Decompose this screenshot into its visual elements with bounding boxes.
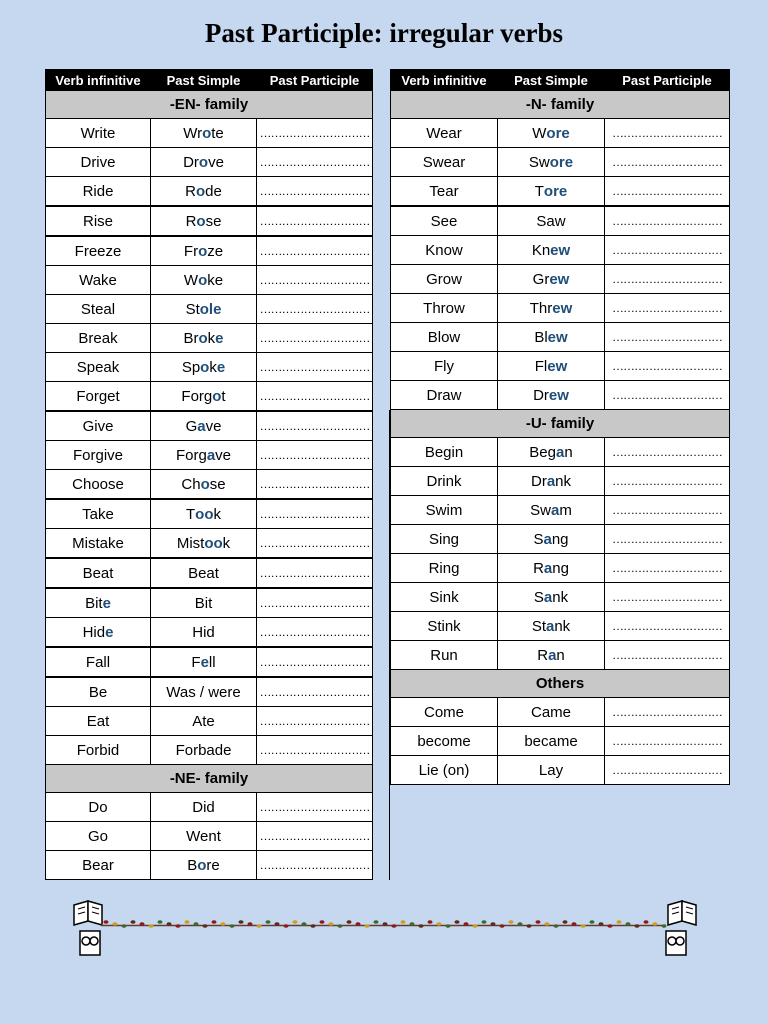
column-divider-line <box>389 410 390 880</box>
verb-row <box>391 698 730 727</box>
past-participle-blank: ………………………… <box>257 588 373 618</box>
garland-leaf <box>563 920 568 924</box>
garland-leaf <box>374 920 379 924</box>
past-simple: Stank <box>498 612 605 641</box>
past-simple: Fell <box>151 647 257 677</box>
past-simple: Woke <box>151 266 257 295</box>
garland-leaf <box>644 920 649 924</box>
garland-leaf <box>140 922 145 926</box>
header-past-simple: Past Simple <box>498 70 605 91</box>
verb-infinitive: Choose <box>46 470 151 500</box>
past-simple: Lay <box>498 756 605 785</box>
verb-infinitive: Swim <box>391 496 498 525</box>
garland-leaf <box>653 922 658 926</box>
garland-leaf <box>509 920 514 924</box>
verb-row <box>46 353 373 382</box>
garland-leaf <box>158 920 163 924</box>
garland-leaf <box>590 920 595 924</box>
book-icon <box>74 901 102 925</box>
past-participle-blank: ………………………… <box>257 266 373 295</box>
verb-infinitive: Drive <box>46 148 151 177</box>
verb-row <box>46 470 373 500</box>
garland-leaf <box>464 922 469 926</box>
garland-leaf <box>194 922 199 926</box>
garland-leaf <box>185 920 190 924</box>
past-simple: Wore <box>498 119 605 148</box>
garland-leaf <box>599 922 604 926</box>
past-simple: Began <box>498 438 605 467</box>
past-participle-blank: ………………………… <box>605 727 730 756</box>
past-simple: Mistook <box>151 529 257 559</box>
verb-infinitive: Ride <box>46 177 151 207</box>
family-row <box>46 91 373 119</box>
past-participle-blank: ………………………… <box>605 496 730 525</box>
past-simple: Chose <box>151 470 257 500</box>
past-participle-blank: ………………………… <box>257 119 373 148</box>
table-header <box>46 70 373 91</box>
past-participle-blank: ………………………… <box>257 793 373 822</box>
garland-leaf <box>131 920 136 924</box>
past-simple: Spoke <box>151 353 257 382</box>
garland-leaf <box>437 922 442 926</box>
past-simple: Beat <box>151 558 257 588</box>
decorative-footer <box>70 895 700 965</box>
garland-leaf <box>392 924 397 928</box>
past-simple: Bit <box>151 588 257 618</box>
past-participle-blank: ………………………… <box>605 641 730 670</box>
garland-leaf <box>293 920 298 924</box>
garland-leaf <box>500 924 505 928</box>
garland-leaf <box>176 924 181 928</box>
garland-leaf <box>167 922 172 926</box>
garland-leaf <box>257 924 262 928</box>
garland-leaf <box>554 924 559 928</box>
garland-leaf <box>401 920 406 924</box>
family-label: -EN- family <box>46 91 373 119</box>
past-participle-blank: ………………………… <box>257 206 373 236</box>
verb-row <box>46 588 373 618</box>
verb-row <box>46 647 373 677</box>
garland-leaf <box>482 920 487 924</box>
family-row <box>391 670 730 698</box>
verb-row <box>391 467 730 496</box>
verb-infinitive: Grow <box>391 265 498 294</box>
past-participle-blank: ………………………… <box>605 177 730 207</box>
verb-row <box>391 352 730 381</box>
past-participle-blank: ………………………… <box>605 467 730 496</box>
verb-row <box>46 324 373 353</box>
verb-row <box>391 438 730 467</box>
header-past-participle: Past Participle <box>257 70 373 91</box>
garland-leaf <box>275 922 280 926</box>
garland-leaf <box>338 924 343 928</box>
family-label: -N- family <box>391 91 730 119</box>
past-simple: Broke <box>151 324 257 353</box>
garland-leaf <box>347 920 352 924</box>
garland-leaf <box>608 924 613 928</box>
past-participle-blank: ………………………… <box>605 294 730 323</box>
past-participle-blank: ………………………… <box>605 756 730 785</box>
past-simple: became <box>498 727 605 756</box>
past-simple: Forbade <box>151 736 257 765</box>
verb-infinitive: Ring <box>391 554 498 583</box>
verb-infinitive: See <box>391 206 498 236</box>
verb-infinitive: Steal <box>46 295 151 324</box>
verb-table-left <box>45 69 373 880</box>
header-verb-infinitive: Verb infinitive <box>391 70 498 91</box>
past-participle-blank: ………………………… <box>257 499 373 529</box>
floral-garland <box>102 920 667 928</box>
past-participle-blank: ………………………… <box>605 119 730 148</box>
past-participle-blank: ………………………… <box>257 529 373 559</box>
past-participle-blank: ………………………… <box>257 236 373 266</box>
past-simple: Drove <box>151 148 257 177</box>
verb-row <box>46 558 373 588</box>
table-header <box>391 70 730 91</box>
past-simple: Sang <box>498 525 605 554</box>
verb-row <box>46 295 373 324</box>
verb-infinitive: Fly <box>391 352 498 381</box>
past-participle-blank: ………………………… <box>257 707 373 736</box>
verb-infinitive: Draw <box>391 381 498 410</box>
past-participle-blank: ………………………… <box>257 822 373 851</box>
verb-infinitive: Give <box>46 411 151 441</box>
garland-leaf <box>572 922 577 926</box>
family-row <box>391 410 730 438</box>
verb-infinitive: Fall <box>46 647 151 677</box>
header-verb-infinitive: Verb infinitive <box>46 70 151 91</box>
past-simple: Came <box>498 698 605 727</box>
past-participle-blank: ………………………… <box>257 382 373 412</box>
garland-leaf <box>491 922 496 926</box>
verb-row <box>391 236 730 265</box>
verb-infinitive: Break <box>46 324 151 353</box>
garland-leaf <box>203 924 208 928</box>
past-simple: Took <box>151 499 257 529</box>
verb-infinitive: Rise <box>46 206 151 236</box>
garland-leaf <box>320 920 325 924</box>
verb-row <box>46 851 373 880</box>
garland-leaf <box>212 920 217 924</box>
past-participle-blank: ………………………… <box>257 353 373 382</box>
verb-infinitive: Bear <box>46 851 151 880</box>
verb-row <box>46 177 373 207</box>
garland-leaf <box>428 920 433 924</box>
verb-infinitive: Write <box>46 119 151 148</box>
past-participle-blank: ………………………… <box>257 411 373 441</box>
verb-row <box>391 612 730 641</box>
verb-infinitive: Be <box>46 677 151 707</box>
garland-leaf <box>455 920 460 924</box>
verb-infinitive: Stink <box>391 612 498 641</box>
verb-row <box>46 529 373 559</box>
past-simple: Saw <box>498 206 605 236</box>
verb-infinitive: Sing <box>391 525 498 554</box>
header-past-participle: Past Participle <box>605 70 730 91</box>
past-simple: Rang <box>498 554 605 583</box>
past-simple: Knew <box>498 236 605 265</box>
verb-infinitive: Swear <box>391 148 498 177</box>
garland-leaf <box>662 924 667 928</box>
verb-row <box>391 381 730 410</box>
verb-row <box>46 441 373 470</box>
verb-infinitive: Beat <box>46 558 151 588</box>
past-participle-blank: ………………………… <box>605 323 730 352</box>
family-label: -U- family <box>391 410 730 438</box>
past-participle-blank: ………………………… <box>605 381 730 410</box>
family-row <box>46 765 373 793</box>
verb-infinitive: Bite <box>46 588 151 618</box>
garland-leaf <box>122 924 127 928</box>
verb-row <box>46 707 373 736</box>
verb-infinitive: Go <box>46 822 151 851</box>
garland-leaf <box>329 922 334 926</box>
garland-leaf <box>383 922 388 926</box>
verb-row <box>46 499 373 529</box>
past-participle-blank: ………………………… <box>257 470 373 500</box>
past-participle-blank: ………………………… <box>605 206 730 236</box>
past-simple: Sank <box>498 583 605 612</box>
verb-infinitive: Forgive <box>46 441 151 470</box>
garland-leaf <box>473 924 478 928</box>
verb-infinitive: Freeze <box>46 236 151 266</box>
garland-leaf <box>302 922 307 926</box>
garland-leaf <box>230 924 235 928</box>
family-label: -NE- family <box>46 765 373 793</box>
past-participle-blank: ………………………… <box>257 177 373 207</box>
verb-infinitive: Come <box>391 698 498 727</box>
verb-row <box>391 177 730 207</box>
verb-row <box>46 119 373 148</box>
verb-infinitive: become <box>391 727 498 756</box>
verb-infinitive: Forget <box>46 382 151 412</box>
past-simple: Drew <box>498 381 605 410</box>
garland-leaf <box>365 924 370 928</box>
garland-leaf <box>446 924 451 928</box>
garland-leaf <box>266 920 271 924</box>
past-participle-blank: ………………………… <box>605 698 730 727</box>
verb-row <box>46 236 373 266</box>
verb-infinitive: Do <box>46 793 151 822</box>
past-simple: Wrote <box>151 119 257 148</box>
verb-infinitive: Know <box>391 236 498 265</box>
past-simple: Hid <box>151 618 257 648</box>
garland-leaf <box>239 920 244 924</box>
verb-row <box>391 148 730 177</box>
garland-leaf <box>284 924 289 928</box>
verb-infinitive: Hide <box>46 618 151 648</box>
past-participle-blank: ………………………… <box>605 438 730 467</box>
verb-infinitive: Speak <box>46 353 151 382</box>
past-simple: Gave <box>151 411 257 441</box>
verb-infinitive: Mistake <box>46 529 151 559</box>
garland-leaf <box>635 924 640 928</box>
past-participle-blank: ………………………… <box>257 295 373 324</box>
verb-row <box>391 554 730 583</box>
verb-row <box>46 793 373 822</box>
header-past-simple: Past Simple <box>151 70 257 91</box>
verb-infinitive: Blow <box>391 323 498 352</box>
past-simple: Went <box>151 822 257 851</box>
past-simple: Ate <box>151 707 257 736</box>
verb-table-right <box>390 69 730 785</box>
past-simple: Flew <box>498 352 605 381</box>
verb-infinitive: Tear <box>391 177 498 207</box>
verb-row <box>391 756 730 785</box>
garland-leaf <box>410 922 415 926</box>
verb-row <box>46 266 373 295</box>
verb-row <box>46 736 373 765</box>
garland-leaf <box>581 924 586 928</box>
verb-infinitive: Sink <box>391 583 498 612</box>
past-participle-blank: ………………………… <box>257 647 373 677</box>
past-simple: Rode <box>151 177 257 207</box>
garland-leaf <box>149 924 154 928</box>
verb-row <box>391 323 730 352</box>
garland-leaf <box>626 922 631 926</box>
verb-row <box>391 583 730 612</box>
past-participle-blank: ………………………… <box>605 236 730 265</box>
garland-leaf <box>311 924 316 928</box>
past-participle-blank: ………………………… <box>257 148 373 177</box>
garland-leaf <box>248 922 253 926</box>
past-simple: Froze <box>151 236 257 266</box>
past-participle-blank: ………………………… <box>257 558 373 588</box>
book-icon <box>668 901 696 925</box>
verb-infinitive: Begin <box>391 438 498 467</box>
verb-row <box>391 206 730 236</box>
garland-leaf <box>221 922 226 926</box>
past-participle-blank: ………………………… <box>257 736 373 765</box>
verb-row <box>46 618 373 648</box>
verb-infinitive: Wear <box>391 119 498 148</box>
past-simple: Forgot <box>151 382 257 412</box>
verb-row <box>46 411 373 441</box>
past-participle-blank: ………………………… <box>605 612 730 641</box>
past-simple: Drank <box>498 467 605 496</box>
verb-infinitive: Forbid <box>46 736 151 765</box>
past-participle-blank: ………………………… <box>605 148 730 177</box>
past-simple: Did <box>151 793 257 822</box>
past-simple: Was / were <box>151 677 257 707</box>
past-simple: Threw <box>498 294 605 323</box>
garland-leaf <box>536 920 541 924</box>
garland-leaf <box>419 924 424 928</box>
past-participle-blank: ………………………… <box>257 324 373 353</box>
past-simple: Swam <box>498 496 605 525</box>
verb-row <box>391 294 730 323</box>
garland-leaf <box>104 920 109 924</box>
verb-infinitive: Drink <box>391 467 498 496</box>
past-participle-blank: ………………………… <box>257 851 373 880</box>
past-participle-blank: ………………………… <box>605 554 730 583</box>
garland-leaf <box>527 924 532 928</box>
past-simple: Grew <box>498 265 605 294</box>
verb-row <box>391 727 730 756</box>
past-participle-blank: ………………………… <box>257 618 373 648</box>
past-participle-blank: ………………………… <box>605 583 730 612</box>
garland-leaf <box>518 922 523 926</box>
verb-row <box>391 525 730 554</box>
garland-leaf <box>356 922 361 926</box>
verb-row <box>46 148 373 177</box>
past-simple: Tore <box>498 177 605 207</box>
verb-row <box>391 119 730 148</box>
verb-row <box>391 641 730 670</box>
verb-infinitive: Take <box>46 499 151 529</box>
verb-infinitive: Lie (on) <box>391 756 498 785</box>
family-label: Others <box>391 670 730 698</box>
verb-row <box>391 265 730 294</box>
glasses-icon <box>80 931 100 955</box>
past-participle-blank: ………………………… <box>257 677 373 707</box>
past-participle-blank: ………………………… <box>605 525 730 554</box>
past-simple: Stole <box>151 295 257 324</box>
past-simple: Bore <box>151 851 257 880</box>
garland-leaf <box>113 922 118 926</box>
verb-infinitive: Eat <box>46 707 151 736</box>
past-simple: Swore <box>498 148 605 177</box>
verb-infinitive: Run <box>391 641 498 670</box>
verb-row <box>46 206 373 236</box>
past-simple: Forgave <box>151 441 257 470</box>
verb-infinitive: Wake <box>46 266 151 295</box>
verb-row <box>391 496 730 525</box>
garland-leaf <box>617 920 622 924</box>
family-row <box>391 91 730 119</box>
verb-row <box>46 382 373 412</box>
past-simple: Rose <box>151 206 257 236</box>
garland-leaf <box>545 922 550 926</box>
glasses-icon <box>666 931 686 955</box>
verb-row <box>46 822 373 851</box>
past-simple: Ran <box>498 641 605 670</box>
past-participle-blank: ………………………… <box>257 441 373 470</box>
page-title: Past Participle: irregular verbs <box>204 18 564 48</box>
past-simple: Blew <box>498 323 605 352</box>
verb-infinitive: Throw <box>391 294 498 323</box>
verb-row <box>46 677 373 707</box>
past-participle-blank: ………………………… <box>605 265 730 294</box>
past-participle-blank: ………………………… <box>605 352 730 381</box>
